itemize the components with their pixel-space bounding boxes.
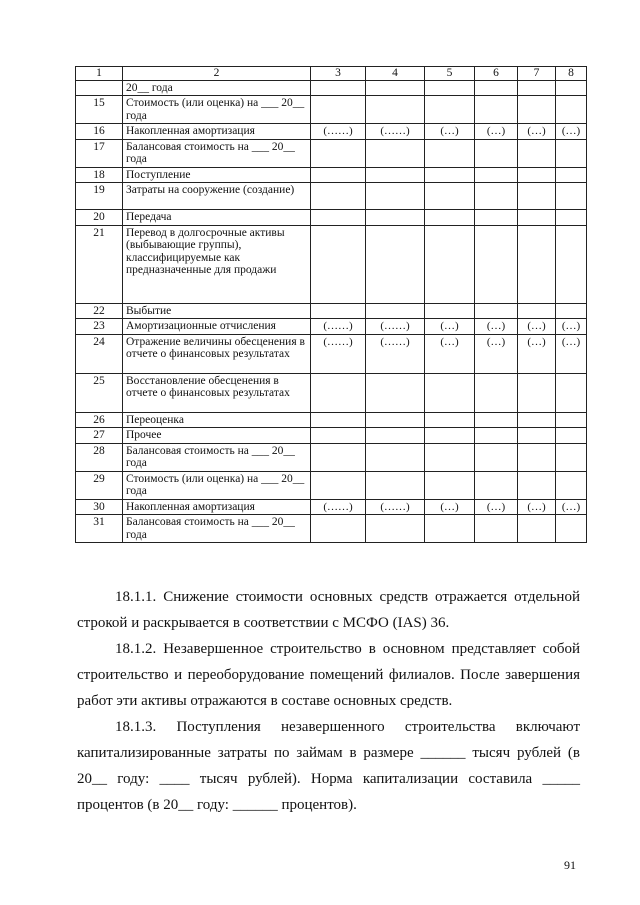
value-cell [518, 80, 556, 96]
value-cell [425, 373, 475, 412]
value-cell: (……) [366, 124, 425, 140]
value-cell [556, 225, 587, 303]
value-cell: (……) [366, 334, 425, 373]
value-cell [556, 443, 587, 471]
value-cell: (…) [556, 319, 587, 335]
row-label: Балансовая стоимость на ___ 20__ года [123, 515, 311, 543]
value-cell: (……) [311, 319, 366, 335]
row-label: Отражение величины обесценения в отчете о финансовых результатах [123, 334, 311, 373]
value-cell [556, 373, 587, 412]
table-row [76, 471, 587, 499]
value-cell [475, 80, 518, 96]
value-cell [425, 225, 475, 303]
value-cell: (……) [311, 124, 366, 140]
header-cell: 6 [475, 67, 518, 81]
value-cell [556, 167, 587, 183]
table-row [76, 334, 587, 373]
row-number: 26 [76, 412, 123, 428]
paragraph-18-1-1: 18.1.1. Снижение стоимости основных средств отражается отдельной строкой и раскрывается в соответствии с МСФО (IAS) 36. [77, 589, 580, 631]
value-cell [366, 515, 425, 543]
value-cell [518, 443, 556, 471]
value-cell [556, 515, 587, 543]
value-cell: (…) [475, 124, 518, 140]
value-cell [366, 225, 425, 303]
value-cell [475, 183, 518, 210]
value-cell [425, 139, 475, 167]
table-row [76, 412, 587, 428]
value-cell [311, 443, 366, 471]
value-cell [556, 303, 587, 319]
table-row [76, 167, 587, 183]
value-cell [366, 80, 425, 96]
value-cell [518, 167, 556, 183]
value-cell [311, 225, 366, 303]
row-number: 18 [76, 167, 123, 183]
value-cell [518, 373, 556, 412]
row-label: Прочее [123, 428, 311, 444]
value-cell: (…) [518, 124, 556, 140]
value-cell [425, 412, 475, 428]
row-label: Стоимость (или оценка) на ___ 20__ года [123, 96, 311, 124]
value-cell [311, 412, 366, 428]
value-cell [311, 471, 366, 499]
row-number: 30 [76, 499, 123, 515]
value-cell [518, 139, 556, 167]
row-label: Накопленная амортизация [123, 124, 311, 140]
assets-table [75, 66, 587, 543]
row-label: Стоимость (или оценка) на ___ 20__ года [123, 471, 311, 499]
table-row [76, 183, 587, 210]
row-number: 15 [76, 96, 123, 124]
value-cell: (…) [518, 334, 556, 373]
value-cell [475, 515, 518, 543]
value-cell [475, 428, 518, 444]
value-cell [556, 96, 587, 124]
row-number: 20 [76, 210, 123, 226]
table-row [76, 80, 587, 96]
value-cell [518, 412, 556, 428]
row-number: 22 [76, 303, 123, 319]
value-cell [311, 96, 366, 124]
value-cell [366, 443, 425, 471]
row-label: Затраты на сооружение (создание) [123, 183, 311, 210]
header-cell: 5 [425, 67, 475, 81]
value-cell: (…) [518, 499, 556, 515]
table-row [76, 210, 587, 226]
row-label: Балансовая стоимость на ___ 20__ года [123, 139, 311, 167]
table-row [76, 373, 587, 412]
value-cell: (…) [556, 124, 587, 140]
value-cell [518, 183, 556, 210]
value-cell: (……) [311, 499, 366, 515]
value-cell [366, 96, 425, 124]
value-cell [425, 471, 475, 499]
row-number: 21 [76, 225, 123, 303]
value-cell [556, 210, 587, 226]
row-label: Перевод в долгосрочные активы (выбывающие группы), классифицируемые как предназначенные для продажи [123, 225, 311, 303]
value-cell [366, 167, 425, 183]
row-label: Выбытие [123, 303, 311, 319]
table-row [76, 96, 587, 124]
value-cell: (…) [475, 499, 518, 515]
value-cell [366, 373, 425, 412]
value-cell [475, 139, 518, 167]
table-row [76, 124, 587, 140]
value-cell [556, 80, 587, 96]
row-number: 23 [76, 319, 123, 335]
value-cell [366, 183, 425, 210]
value-cell [425, 443, 475, 471]
value-cell [366, 139, 425, 167]
value-cell [311, 428, 366, 444]
value-cell: (……) [366, 499, 425, 515]
value-cell [311, 515, 366, 543]
row-number: 29 [76, 471, 123, 499]
value-cell [366, 412, 425, 428]
header-cell: 3 [311, 67, 366, 81]
value-cell [425, 80, 475, 96]
row-label: Накопленная амортизация [123, 499, 311, 515]
row-number: 28 [76, 443, 123, 471]
value-cell [518, 471, 556, 499]
page-number: 91 [564, 858, 576, 872]
value-cell [475, 412, 518, 428]
value-cell [425, 96, 475, 124]
value-cell [366, 210, 425, 226]
value-cell [518, 515, 556, 543]
value-cell: (…) [425, 319, 475, 335]
value-cell [311, 80, 366, 96]
value-cell: (……) [366, 319, 425, 335]
value-cell [518, 303, 556, 319]
value-cell: (…) [475, 319, 518, 335]
value-cell [475, 443, 518, 471]
row-label: Передача [123, 210, 311, 226]
row-label: Балансовая стоимость на ___ 20__ года [123, 443, 311, 471]
value-cell: (…) [425, 334, 475, 373]
paragraph-18-1-2: 18.1.2. Незавершенное строительство в основном представляет собой строительство и переоборудование помещений филиалов. После завершения работ эти активы отражаются в составе основных средств. [77, 641, 580, 709]
value-cell [311, 373, 366, 412]
value-cell: (…) [556, 499, 587, 515]
row-label: 20__ года [123, 80, 311, 96]
value-cell: (…) [425, 124, 475, 140]
value-cell [475, 373, 518, 412]
value-cell: (…) [425, 499, 475, 515]
header-cell: 2 [123, 67, 311, 81]
value-cell [556, 183, 587, 210]
value-cell [556, 471, 587, 499]
value-cell [475, 210, 518, 226]
value-cell: (……) [311, 334, 366, 373]
value-cell [311, 167, 366, 183]
value-cell [475, 96, 518, 124]
header-cell: 8 [556, 67, 587, 81]
value-cell: (…) [475, 334, 518, 373]
row-number: 19 [76, 183, 123, 210]
value-cell [311, 210, 366, 226]
row-label: Переоценка [123, 412, 311, 428]
value-cell [556, 139, 587, 167]
table-row [76, 139, 587, 167]
value-cell [366, 471, 425, 499]
row-number: 25 [76, 373, 123, 412]
value-cell [475, 167, 518, 183]
value-cell [425, 303, 475, 319]
table-header-row [76, 67, 587, 81]
header-cell: 7 [518, 67, 556, 81]
value-cell [425, 167, 475, 183]
row-number: 16 [76, 124, 123, 140]
value-cell [475, 471, 518, 499]
value-cell [518, 210, 556, 226]
value-cell [518, 96, 556, 124]
table-row [76, 225, 587, 303]
row-label: Амортизационные отчисления [123, 319, 311, 335]
value-cell [518, 225, 556, 303]
value-cell [425, 428, 475, 444]
table-row [76, 428, 587, 444]
value-cell [425, 183, 475, 210]
row-number: 27 [76, 428, 123, 444]
header-cell: 1 [76, 67, 123, 81]
value-cell: (…) [556, 334, 587, 373]
table-row [76, 319, 587, 335]
table-row [76, 515, 587, 543]
value-cell [311, 139, 366, 167]
header-cell: 4 [366, 67, 425, 81]
row-label: Восстановление обесценения в отчете о финансовых результатах [123, 373, 311, 412]
value-cell [425, 515, 475, 543]
value-cell [475, 225, 518, 303]
row-number: 17 [76, 139, 123, 167]
row-number: 24 [76, 334, 123, 373]
table-row [76, 499, 587, 515]
value-cell [366, 303, 425, 319]
value-cell [475, 303, 518, 319]
value-cell [518, 428, 556, 444]
row-number [76, 80, 123, 96]
table-row [76, 443, 587, 471]
value-cell [311, 303, 366, 319]
paragraph-18-1-3: 18.1.3. Поступления незавершенного строительства включают капитализированные затраты по займам в размере ______ тысяч рублей (в 20__ году: ____ тысяч рублей). Норма капитализации составила _____ процентов (в 20__ году: ______ процентов). [77, 719, 580, 813]
value-cell [556, 412, 587, 428]
value-cell [311, 183, 366, 210]
table-row [76, 303, 587, 319]
value-cell [366, 428, 425, 444]
value-cell: (…) [518, 319, 556, 335]
row-number: 31 [76, 515, 123, 543]
row-label: Поступление [123, 167, 311, 183]
value-cell [425, 210, 475, 226]
value-cell [556, 428, 587, 444]
